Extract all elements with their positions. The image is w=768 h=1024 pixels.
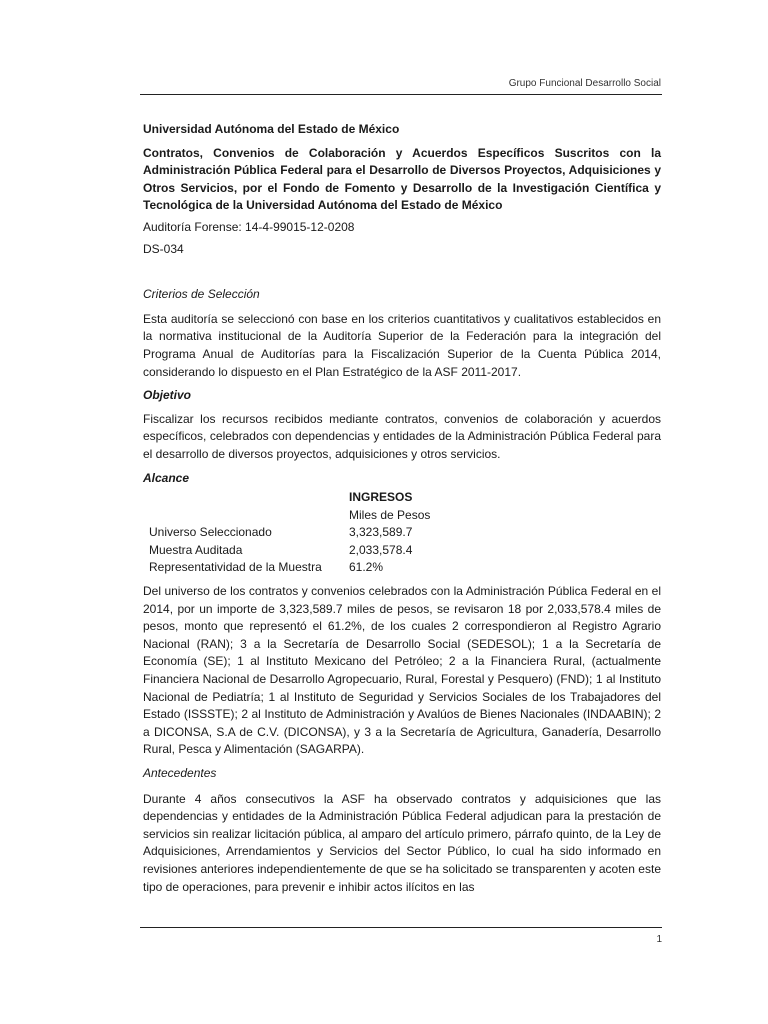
institution-name: Universidad Autónoma del Estado de México — [143, 122, 400, 136]
objetivo-text: Fiscalizar los recursos recibidos mediante contratos, convenios de colaboración y acuerdos específicos, celebrados con dependencias y entidades de la Administración Pública Federal para el desarrollo de diversos proyectos, adquisiciones y otros servicios. — [143, 411, 661, 461]
row-value: 2,033,578.4 — [349, 542, 413, 557]
criterios-heading: Criterios de Selección — [143, 287, 260, 302]
table-row — [149, 559, 430, 577]
antecedentes-heading: Antecedentes — [143, 766, 217, 780]
document-body — [143, 121, 661, 896]
row-value: 61.2% — [349, 560, 384, 575]
table-col-subheader: Miles de Pesos — [349, 507, 431, 522]
audit-subject: Contratos, Convenios de Colaboración y Acuerdos Específicos Suscritos con la Administración Pública Federal para el Desarrollo de Diversos Proyectos, Adquisiciones y Otros Servicios, por el Fondo de Fomento y Desarrollo de la Investigación Científica y Tecnológica de la Universidad Autónoma del Estado de México — [143, 145, 661, 213]
alcance-text: Del universo de los contratos y convenios celebrados con la Administración Pública Federal en el 2014, por un importe de 3,323,589.7 miles de pesos, se revisaron 18 por 2,033,578.4 miles de pesos, monto que representó el 61.2%, de los cuales 2 correspondieron al Registro Agrario Nacional (RAN); 3 a la Secretaría de Desarrollo Social (SEDESOL); 1 a la Secretaría de Economía (SE); 1 al Instituto Mexicano del Petróleo; 2 a la Financiera Rural, (actualmente Financiera Nacional de Desarrollo Agropecuario, Rural, Forestal y Pesquero) (FND); 1 al Instituto Nacional de Pediatría; 1 al Instituto de Seguridad y Servicios Sociales de los Trabajadores del Estado (ISSSTE); 2 al Instituto de Administración y Avalúos de Bienes Nacionales (INDAABIN); 2 a DICONSA, S.A de C.V. (DICONSA), y 3 a la Secretaría de Agricultura, Ganadería, Desarrollo Rural, Pesca y Alimentación (SAGARPA). — [143, 584, 661, 757]
table-row — [149, 524, 430, 542]
header-title: Grupo Funcional Desarrollo Social — [508, 78, 661, 89]
audit-code: DS-034 — [143, 241, 184, 256]
table-row — [149, 542, 430, 560]
row-value: 3,323,589.7 — [349, 525, 413, 540]
alcance-table — [149, 489, 430, 577]
header-divider — [140, 94, 662, 95]
row-label: Muestra Auditada — [149, 542, 243, 557]
alcance-heading: Alcance — [143, 470, 190, 485]
antecedentes-text: Durante 4 años consecutivos la ASF ha observado contratos y adquisiciones que las dependencias y entidades de la Administración Pública Federal adjudican para la prestación de servicios sin realizar licitación pública, al amparo del artículo primero, párrafo quinto, de la Ley de Adquisiciones, Arrendamientos y Servicios del Sector Público, lo cual ha sido informado en revisiones anteriores independientemente de que se ha solicitado se transparenten y acoten este tipo de operaciones, para prevenir e inhibir actos ilícitos en las — [143, 791, 661, 894]
page-number: 1 — [656, 934, 662, 945]
footer-divider — [140, 927, 662, 928]
row-label: Universo Seleccionado — [149, 525, 272, 540]
table-header-row — [149, 489, 430, 507]
objetivo-heading: Objetivo — [143, 388, 192, 403]
criterios-text: Esta auditoría se seleccionó con base en los criterios cuantitativos y cualitativos establecidos en la normativa institucional de la Auditoría Superior de la Federación para la integración del Programa Anual de Auditorías para la Fiscalización Superior de la Cuenta Pública 2014, considerando lo dispuesto en el Plan Estratégico de la ASF 2011-2017. — [143, 311, 661, 379]
row-label: Representatividad de la Muestra — [149, 560, 322, 575]
table-subheader-row — [149, 507, 430, 525]
audit-number: Auditoría Forense: 14-4-99015-12-0208 — [143, 219, 355, 234]
table-col-header: INGRESOS — [349, 490, 413, 505]
